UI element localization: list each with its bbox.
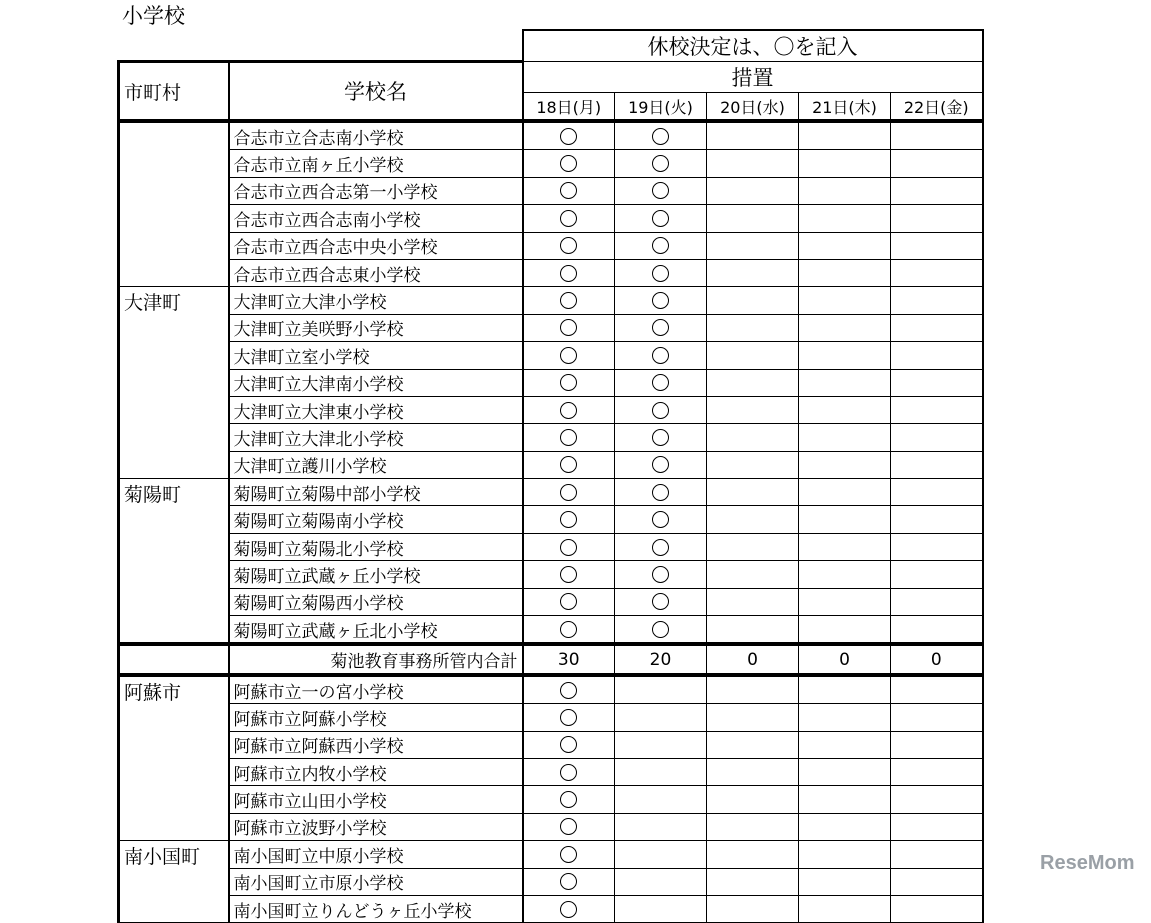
table-row xyxy=(119,259,983,286)
closure-cell xyxy=(707,396,799,423)
closure-cell xyxy=(523,616,615,645)
closure-cell xyxy=(523,813,615,840)
closure-circle-mark xyxy=(560,566,577,583)
school-name-cell: 合志市立合志南小学校 xyxy=(229,121,523,150)
closure-cell xyxy=(891,424,983,451)
municipality-cell: 菊陽町 xyxy=(119,479,229,645)
closure-cell xyxy=(707,314,799,341)
closure-circle-mark xyxy=(560,901,577,918)
closure-cell xyxy=(799,561,891,588)
closure-cell xyxy=(891,479,983,506)
closure-cell xyxy=(523,868,615,895)
closure-circle-mark xyxy=(652,292,669,309)
closure-cell xyxy=(615,287,707,314)
closure-cell xyxy=(799,506,891,533)
closure-cell xyxy=(707,731,799,758)
table-row xyxy=(119,616,983,645)
closure-cell xyxy=(891,369,983,396)
school-name-cell: 阿蘇市立波野小学校 xyxy=(229,813,523,840)
closure-circle-mark xyxy=(560,709,577,726)
closure-cell xyxy=(891,451,983,478)
closure-cell xyxy=(615,342,707,369)
table-row xyxy=(119,868,983,895)
closure-cell xyxy=(615,758,707,785)
closure-cell xyxy=(523,731,615,758)
closure-circle-mark xyxy=(652,429,669,446)
school-name-cell: 大津町立大津東小学校 xyxy=(229,396,523,423)
school-name-cell: 菊陽町立武蔵ヶ丘小学校 xyxy=(229,561,523,588)
table-row xyxy=(119,177,983,204)
day-header: 20日(水) xyxy=(707,93,799,122)
closure-circle-mark xyxy=(560,484,577,501)
school-name-cell: 南小国町立市原小学校 xyxy=(229,868,523,895)
closure-cell xyxy=(707,259,799,286)
closure-cell xyxy=(523,259,615,286)
school-name-cell: 合志市立西合志東小学校 xyxy=(229,259,523,286)
closure-cell xyxy=(891,205,983,232)
closure-circle-mark xyxy=(560,791,577,808)
closure-cell xyxy=(799,813,891,840)
closure-cell xyxy=(615,561,707,588)
measure-header: 措置 xyxy=(523,62,983,93)
closure-cell xyxy=(799,868,891,895)
closure-cell xyxy=(707,786,799,813)
closure-cell xyxy=(707,369,799,396)
table-row xyxy=(119,506,983,533)
closure-cell xyxy=(799,841,891,868)
closure-cell xyxy=(891,841,983,868)
table-row xyxy=(119,479,983,506)
closure-cell xyxy=(891,675,983,704)
closure-circle-mark xyxy=(560,402,577,419)
closure-cell xyxy=(799,675,891,704)
closure-cell xyxy=(799,451,891,478)
closure-cell xyxy=(891,895,983,922)
closure-cell xyxy=(707,533,799,560)
table-row xyxy=(119,786,983,813)
closure-cell xyxy=(707,675,799,704)
closure-cell xyxy=(799,205,891,232)
closure-cell xyxy=(891,868,983,895)
closure-circle-mark xyxy=(560,292,577,309)
closure-cell xyxy=(799,616,891,645)
closure-cell xyxy=(615,369,707,396)
closure-cell xyxy=(799,232,891,259)
closure-circle-mark xyxy=(652,210,669,227)
day-header: 18日(月) xyxy=(523,93,615,122)
closure-cell xyxy=(799,786,891,813)
closure-cell xyxy=(799,533,891,560)
closure-cell xyxy=(891,396,983,423)
closure-cell xyxy=(523,424,615,451)
table-row xyxy=(119,396,983,423)
closure-circle-mark xyxy=(652,347,669,364)
closure-cell xyxy=(615,232,707,259)
closure-cell xyxy=(615,895,707,922)
closure-cell xyxy=(707,451,799,478)
closure-cell xyxy=(615,731,707,758)
closure-cell xyxy=(891,588,983,615)
closure-circle-mark xyxy=(560,539,577,556)
closure-cell xyxy=(523,704,615,731)
total-value: 0 xyxy=(707,644,799,674)
closure-circle-mark xyxy=(560,846,577,863)
closure-circle-mark xyxy=(560,237,577,254)
closure-cell xyxy=(799,287,891,314)
municipality-cell: 大津町 xyxy=(119,287,229,479)
closure-cell xyxy=(523,895,615,922)
closure-cell xyxy=(707,121,799,150)
closure-circle-mark xyxy=(652,182,669,199)
closure-circle-mark xyxy=(652,402,669,419)
closure-cell xyxy=(707,561,799,588)
closure-circle-mark xyxy=(652,374,669,391)
closure-cell xyxy=(523,841,615,868)
closure-circle-mark xyxy=(560,155,577,172)
school-name-cell: 合志市立西合志第一小学校 xyxy=(229,177,523,204)
school-name-cell: 阿蘇市立山田小学校 xyxy=(229,786,523,813)
closure-circle-mark xyxy=(560,511,577,528)
total-value: 0 xyxy=(799,644,891,674)
closure-cell xyxy=(891,121,983,150)
closure-cell xyxy=(615,121,707,150)
closure-cell xyxy=(523,758,615,785)
table-row xyxy=(119,758,983,785)
closure-cell xyxy=(891,616,983,645)
closure-cell xyxy=(799,731,891,758)
total-value: 30 xyxy=(523,644,615,674)
table-row xyxy=(119,232,983,259)
closure-cell xyxy=(615,616,707,645)
table-row xyxy=(119,731,983,758)
closure-cell xyxy=(615,588,707,615)
school-closure-table xyxy=(117,29,984,923)
closure-circle-mark xyxy=(652,566,669,583)
closure-cell xyxy=(799,588,891,615)
table-row xyxy=(119,813,983,840)
closure-cell xyxy=(891,813,983,840)
closure-cell xyxy=(523,314,615,341)
closure-circle-mark xyxy=(560,429,577,446)
day-header: 19日(火) xyxy=(615,93,707,122)
table-row xyxy=(119,588,983,615)
school-name-cell: 菊陽町立武蔵ヶ丘北小学校 xyxy=(229,616,523,645)
school-name-cell: 南小国町立りんどうヶ丘小学校 xyxy=(229,895,523,922)
closure-circle-mark xyxy=(560,347,577,364)
closure-circle-mark xyxy=(560,210,577,227)
school-name-cell: 阿蘇市立阿蘇西小学校 xyxy=(229,731,523,758)
closure-cell xyxy=(615,150,707,177)
closure-cell xyxy=(615,675,707,704)
closure-cell xyxy=(799,259,891,286)
closure-circle-mark xyxy=(560,319,577,336)
closure-cell xyxy=(707,868,799,895)
closure-cell xyxy=(523,342,615,369)
closure-circle-mark xyxy=(560,265,577,282)
closure-cell xyxy=(523,479,615,506)
table-row xyxy=(119,205,983,232)
school-name-cell: 合志市立西合志中央小学校 xyxy=(229,232,523,259)
closure-cell xyxy=(615,868,707,895)
closure-cell xyxy=(523,287,615,314)
closure-cell xyxy=(891,342,983,369)
school-name-cell: 大津町立美咲野小学校 xyxy=(229,314,523,341)
table-row xyxy=(119,369,983,396)
closure-circle-mark xyxy=(652,456,669,473)
closure-cell xyxy=(891,561,983,588)
closure-cell xyxy=(799,479,891,506)
closure-cell xyxy=(799,121,891,150)
school-name-cell: 阿蘇市立内牧小学校 xyxy=(229,758,523,785)
closure-cell xyxy=(615,396,707,423)
table-row xyxy=(119,342,983,369)
closure-cell xyxy=(523,232,615,259)
table-row xyxy=(119,841,983,868)
school-name-cell: 菊陽町立菊陽南小学校 xyxy=(229,506,523,533)
closure-circle-mark xyxy=(560,764,577,781)
closure-cell xyxy=(799,396,891,423)
closure-cell xyxy=(523,177,615,204)
closure-circle-mark xyxy=(652,621,669,638)
closure-circle-mark xyxy=(652,484,669,501)
closure-cell xyxy=(707,205,799,232)
school-name-cell: 阿蘇市立阿蘇小学校 xyxy=(229,704,523,731)
closure-circle-mark xyxy=(560,736,577,753)
closure-cell xyxy=(891,259,983,286)
closure-cell xyxy=(615,841,707,868)
resemom-logo: ReseMom xyxy=(1040,852,1135,874)
closure-cell xyxy=(707,150,799,177)
closure-cell xyxy=(799,895,891,922)
table-row xyxy=(119,675,983,704)
closure-cell xyxy=(707,424,799,451)
closure-cell xyxy=(523,369,615,396)
closure-cell xyxy=(523,786,615,813)
closure-cell xyxy=(707,616,799,645)
closure-cell xyxy=(615,704,707,731)
municipality-cell: 阿蘇市 xyxy=(119,675,229,841)
closure-cell xyxy=(891,150,983,177)
school-name-cell: 大津町立大津小学校 xyxy=(229,287,523,314)
day-header: 22日(金) xyxy=(891,93,983,122)
school-name-cell: 菊陽町立菊陽西小学校 xyxy=(229,588,523,615)
closure-cell xyxy=(523,396,615,423)
school-name-cell: 大津町立室小学校 xyxy=(229,342,523,369)
closure-cell xyxy=(523,675,615,704)
closure-cell xyxy=(799,758,891,785)
table-row xyxy=(119,895,983,922)
closure-circle-mark xyxy=(652,319,669,336)
school-name-cell: 合志市立南ヶ丘小学校 xyxy=(229,150,523,177)
closure-cell xyxy=(615,533,707,560)
closure-cell xyxy=(615,259,707,286)
day-header: 21日(木) xyxy=(799,93,891,122)
closure-circle-mark xyxy=(560,374,577,391)
closure-cell xyxy=(615,506,707,533)
closure-circle-mark xyxy=(652,265,669,282)
school-name-cell: 大津町立大津北小学校 xyxy=(229,424,523,451)
closure-cell xyxy=(891,232,983,259)
closure-cell xyxy=(615,451,707,478)
municipality-header: 市町村 xyxy=(119,62,229,122)
municipality-cell xyxy=(119,121,229,287)
closure-cell xyxy=(615,205,707,232)
table-row xyxy=(119,121,983,150)
closure-cell xyxy=(891,704,983,731)
closure-cell xyxy=(707,704,799,731)
closure-cell xyxy=(523,150,615,177)
page-title: 小学校 xyxy=(122,4,185,28)
closure-cell xyxy=(523,205,615,232)
closure-circle-mark xyxy=(652,237,669,254)
closure-table xyxy=(117,29,984,923)
closure-circle-mark xyxy=(652,511,669,528)
closure-cell xyxy=(707,479,799,506)
school-name-cell: 大津町立護川小学校 xyxy=(229,451,523,478)
closure-circle-mark xyxy=(560,182,577,199)
closure-cell xyxy=(615,813,707,840)
closure-cell xyxy=(799,424,891,451)
total-label: 菊池教育事務所管内合計 xyxy=(229,644,523,674)
closure-circle-mark xyxy=(560,593,577,610)
closure-cell xyxy=(615,424,707,451)
table-row xyxy=(119,150,983,177)
table-row xyxy=(119,561,983,588)
school-name-cell: 合志市立西合志南小学校 xyxy=(229,205,523,232)
closure-cell xyxy=(707,895,799,922)
closure-circle-mark xyxy=(560,456,577,473)
school-name-cell: 阿蘇市立一の宮小学校 xyxy=(229,675,523,704)
school-name-header: 学校名 xyxy=(229,62,523,122)
closure-cell xyxy=(707,177,799,204)
closure-circle-mark xyxy=(560,682,577,699)
closure-cell xyxy=(707,588,799,615)
closure-cell xyxy=(523,506,615,533)
closure-cell xyxy=(799,369,891,396)
closure-cell xyxy=(707,813,799,840)
closure-cell xyxy=(707,506,799,533)
closure-cell xyxy=(615,786,707,813)
closure-circle-mark xyxy=(560,818,577,835)
closure-cell xyxy=(523,588,615,615)
total-spacer xyxy=(119,644,229,674)
total-value: 20 xyxy=(615,644,707,674)
table-row xyxy=(119,424,983,451)
closure-cell xyxy=(891,758,983,785)
closure-cell xyxy=(615,479,707,506)
total-value: 0 xyxy=(891,644,983,674)
closure-circle-mark xyxy=(652,155,669,172)
table-row xyxy=(119,533,983,560)
closure-cell xyxy=(891,177,983,204)
closure-circle-mark xyxy=(652,128,669,145)
closure-cell xyxy=(891,314,983,341)
closure-cell xyxy=(707,758,799,785)
closure-cell xyxy=(523,451,615,478)
school-name-cell: 菊陽町立菊陽北小学校 xyxy=(229,533,523,560)
closure-cell xyxy=(799,150,891,177)
table-row xyxy=(119,451,983,478)
school-name-cell: 大津町立大津南小学校 xyxy=(229,369,523,396)
closure-cell xyxy=(523,533,615,560)
closure-cell xyxy=(799,342,891,369)
closure-cell xyxy=(707,342,799,369)
school-name-cell: 菊陽町立菊陽中部小学校 xyxy=(229,479,523,506)
closure-circle-mark xyxy=(652,539,669,556)
closure-circle-mark xyxy=(560,621,577,638)
closure-circle-mark xyxy=(560,128,577,145)
closure-cell xyxy=(891,287,983,314)
closure-cell xyxy=(707,232,799,259)
closure-cell xyxy=(799,314,891,341)
closure-cell xyxy=(891,506,983,533)
closure-cell xyxy=(799,177,891,204)
total-row xyxy=(119,644,983,674)
table-row xyxy=(119,314,983,341)
closure-cell xyxy=(523,121,615,150)
closure-cell xyxy=(615,177,707,204)
closure-cell xyxy=(523,561,615,588)
closure-cell xyxy=(891,533,983,560)
closure-cell xyxy=(615,314,707,341)
table-row xyxy=(119,287,983,314)
table-row xyxy=(119,704,983,731)
closure-cell xyxy=(707,287,799,314)
closure-cell xyxy=(799,704,891,731)
decision-header: 休校決定は、〇を記入 xyxy=(523,30,983,62)
closure-cell xyxy=(891,731,983,758)
closure-cell xyxy=(891,786,983,813)
closure-circle-mark xyxy=(652,593,669,610)
closure-cell xyxy=(707,841,799,868)
school-name-cell: 南小国町立中原小学校 xyxy=(229,841,523,868)
municipality-cell: 南小国町 xyxy=(119,841,229,923)
